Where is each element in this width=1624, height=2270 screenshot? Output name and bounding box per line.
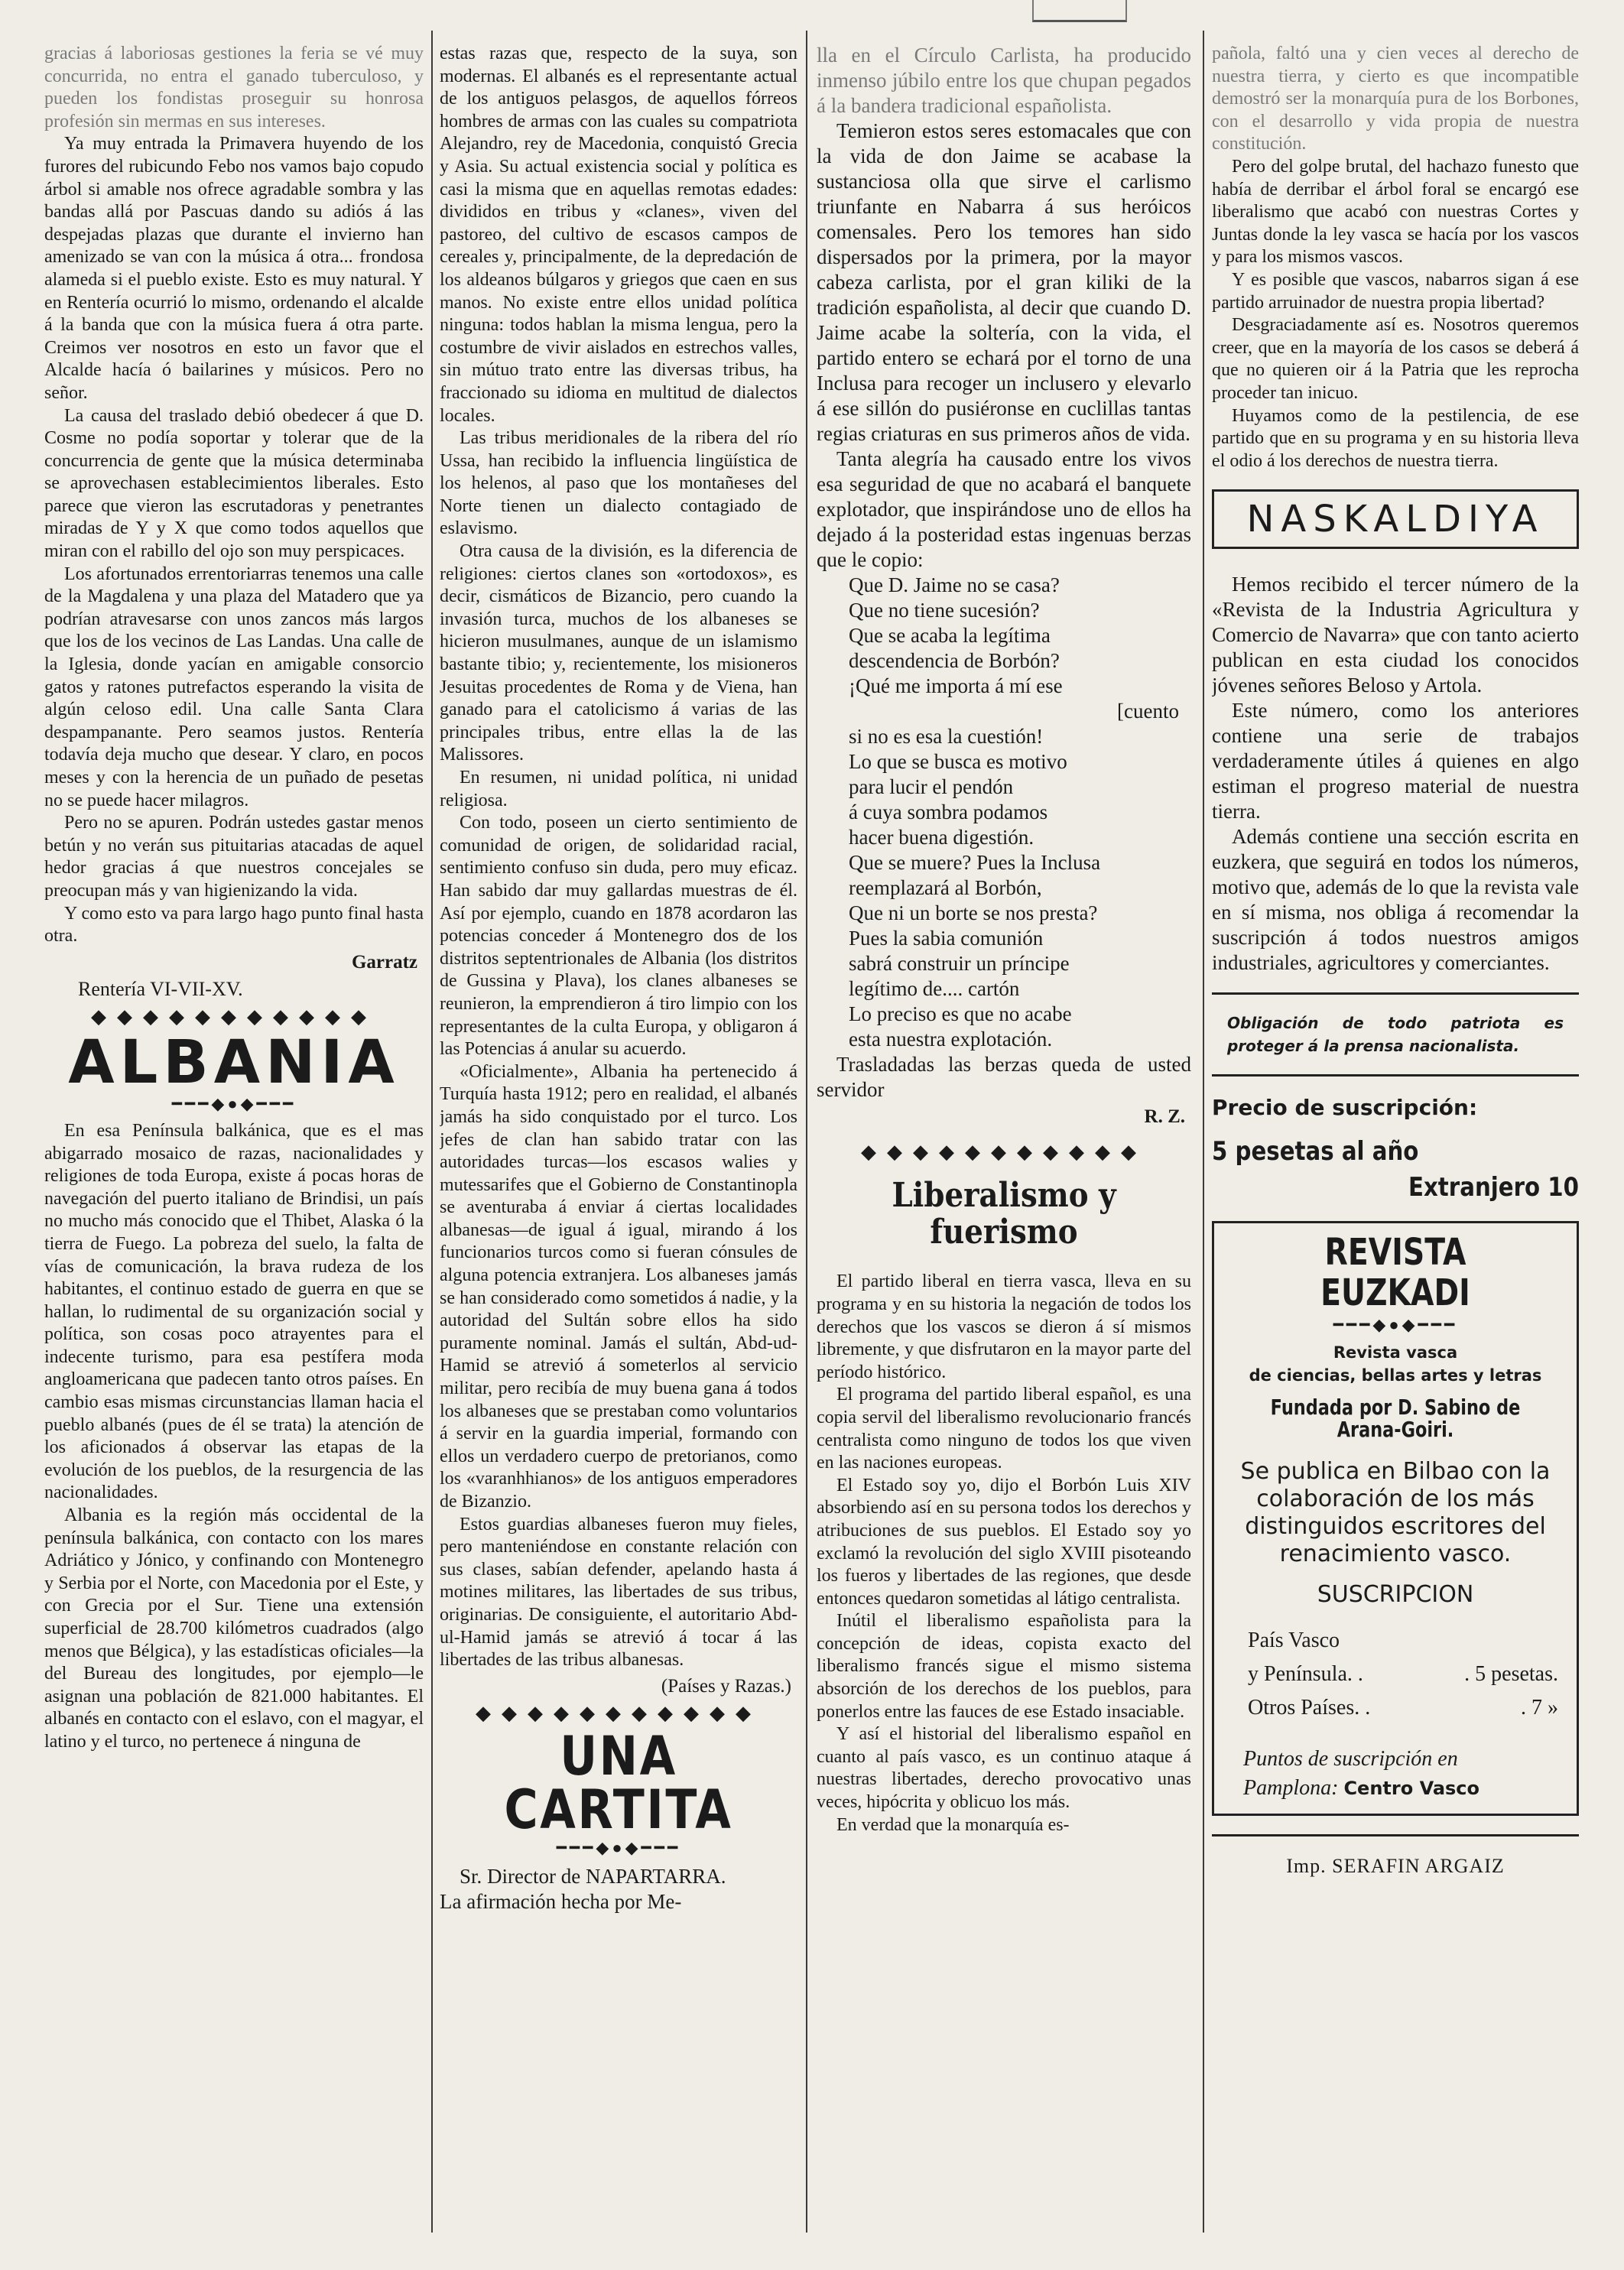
puntos-place: Centro Vasco	[1343, 1778, 1480, 1800]
paragraph: Con todo, poseen un cierto sentimiento de comunidad de origen, de solidaridad racial, sentimiento confuso sin duda, pero muy eficaz. Han sabido dar muy gallardas muestras de él. Así por ejemplo, cuando en 1878 acordaron las potencias conceder á Montenegro dos de los distritos septentrionales de Albania (los distritos de Gussina y Plava), los clanes albaneses se reunieron, la emprendieron á tiro limpio con los representantes de la culta Europa, y obligaron á las Potencias á anular su acuerdo.	[440, 813, 797, 1060]
paragraph: Las tribus meridionales de la ribera del río Ussa, han recibido la influencia lingüística de los helenos, al paso que los montañeses del Norte tienen un dialecto contagiado de eslavismo.	[440, 428, 797, 539]
poem-line: descendencia de Borbón?	[849, 649, 1060, 672]
ornament-divider: ◆◆◆◆◆◆◆◆◆◆◆	[91, 1005, 377, 1028]
ornament-divider: ◆◆◆◆◆◆◆◆◆◆◆	[861, 1140, 1147, 1163]
poem-line: Lo que se busca es motivo	[849, 750, 1067, 773]
poem-line: esta nuestra explotación.	[849, 1028, 1053, 1051]
headline-liberalismo-y-fuerismo: Liberalismo y fuerismo	[892, 1175, 1116, 1252]
signature: R. Z.	[1144, 1106, 1185, 1127]
paragraph: El Estado soy yo, dijo el Borbón Luis XIV absorbiendo así en su persona todos los derechos y atribuciones de sus pueblos. El Estado soy yo exclamó la revolución del siglo XVIII pisoteando los fueros y libertades de las regiones, que desde entonces quedaron sometidas al látigo centralista.	[817, 1475, 1191, 1609]
column-1	[44, 43, 424, 2252]
ornament-divider: ◆◆◆◆◆◆◆◆◆◆◆	[476, 1702, 762, 1725]
suscripcion-label: y Península. .	[1248, 1662, 1363, 1687]
column-rule-3	[1203, 31, 1204, 2233]
poem	[817, 573, 1191, 1052]
paragraph: Hemos recibido el tercer número de la «Revista de la Industria Agricultura y Comercio de Navarra» que con tanto acierto publican en esta ciudad los conocidos jóvenes señores Beloso y Artola.	[1212, 573, 1579, 697]
paragraph: lla en el Círculo Carlista, ha producido inmenso júbilo entre los que chupan pegados á la bandera tradicional españolista.	[817, 44, 1191, 117]
poem-line: reemplazará al Borbón,	[849, 876, 1042, 899]
poem-line: si no es esa la cuestión!	[849, 725, 1044, 748]
suscripcion-label: Otros Países. .	[1248, 1696, 1371, 1720]
suscripcion-row	[1225, 1658, 1566, 1691]
revista-euzkadi-ad	[1212, 1221, 1579, 1816]
puntos-suscripcion-pamplona	[1225, 1774, 1566, 1803]
poem-line: Que se muere? Pues la Inclusa	[849, 851, 1101, 874]
paragraph: Ya muy entrada la Primavera huyendo de los furores del rubicundo Febo nos vamos bajo copudo árbol si amable nos ofrece agradable sombra y las bandas allá por Pascuas dando su adiós á las despejadas plazas que durante el invierno han amenizado se van con la música á otra... frondosa alameda si el pueblo existe. Esto es muy natural. Y en Rentería ocurrió lo mismo, ordenando el alcalde á la banda que con la música fuera á otra parte. Creimos ver nosotros en esto un favor que el Alcalde hacía ó bailarines y músicos. Pero no señor.	[44, 134, 424, 403]
paragraph: pañola, faltó una y cien veces al derecho de nuestra tierra, y cierto es que incompatible demostró ser la monarquía pura de los Borbones, con el desarrollo y vida propia de nuestra constitución.	[1212, 44, 1579, 154]
poem-line: para lucir el pendón	[849, 775, 1014, 798]
paragraph: Además contiene una sección escrita en euzkera, que seguirá en todos los números, motivo que, además de lo que la revista vale en sí misma, nos obliga á recomendar la suscripción á todos nuestros amigos industriales, agricultores y comerciantes.	[1212, 825, 1579, 975]
price-foreign: Extranjero 10	[1408, 1172, 1579, 1203]
paragraph: Desgraciadamente así es. Nosotros queremos creer, que en la mayoría de los casos se deberá á que no quieren oir á la Patria que les reprocha proceder tan inicuo.	[1212, 315, 1579, 403]
paragraph: Y así el historial del liberalismo español en cuanto al país vasco, es un continuo ataque á nuestras libertades, derecho provocativo unas veces, hipócrita y oblicuo los más.	[817, 1724, 1191, 1813]
paragraph: Tanta alegría ha causado entre los vivos esa seguridad de que no acabará el banquete explotador, que inspirándose uno de ellos ha dejado á la posteridad estas ingenuas berzas que le copio:	[817, 447, 1191, 571]
suscripcion-row	[1225, 1691, 1566, 1725]
suscripcion-row	[1225, 1624, 1566, 1658]
poem-line: legítimo de.... cartón	[849, 977, 1020, 1000]
divider	[1212, 1834, 1579, 1836]
poem-line: Que D. Jaime no se casa?	[849, 573, 1060, 596]
paragraph: La afirmación hecha por Me-	[440, 1890, 682, 1914]
paragraph: En resumen, ni unidad política, ni unidad religiosa.	[440, 768, 797, 810]
paragraph: Albania es la región más occidental de la península balkánica, con contacto con los mares Adriático y Jónico, y confinando con Montenegro y Serbia por el Norte, con Macedonia por el Este, y con Grecia por el Sur. Tiene una extensión superficial de 28.700 kilómetros cuadrados (algo menos que Bélgica), y las estadísticas oficiales—la del Bureau des longitudes, por ejemplo—le asignan una población de 821.000 habitantes. El albanés en contacto con el eslavo, con el magyar, el latino y el turco, no pertenece á ninguna de	[44, 1505, 424, 1752]
paragraph: En verdad que la monarquía es-	[836, 1814, 1070, 1835]
poem-line: Que se acaba la legítima	[849, 624, 1051, 647]
poem-line: sabrá construir un príncipe	[849, 952, 1070, 975]
paragraph: La causa del traslado debió obedecer á que D. Cosme no podía soportar y tolerar que de la concurrencia de gente que la música determinaba se aprovechasen establecimientos liberales. Esto parece que vieron las escrutadoras y penetrantes miradas de Y y X que como todos aquellos que miran con el rabillo del ojo son muy perspicaces.	[44, 405, 424, 562]
paragraph: Y es posible que vascos, nabarros sigan á ese partido arruinador de nuestra propia libertad?	[1212, 269, 1579, 313]
puntos-suscripcion: Puntos de suscripción en	[1243, 1747, 1458, 1772]
poem-line: á cuya sombra podamos	[849, 801, 1048, 823]
paragraph: Temieron estos seres estomacales que con la vida de don Jaime se acabase la sustanciosa olla que sirve el carlismo triunfante en Nabarra á sus heróicos comensales. Pero los temores han sido dispersados por la primera, por la mayor cabeza carlista, por el gran kiliki de la tradición españolista, al decir que cuando D. Jaime acabe la soltería, con la vida, el partido entero se echará por el torno de una Inclusa para recoger un inclusero y elevarlo á ese sillón do pusiéronse en cuclillas tantas regias criaturas en sus primeros años de vida.	[817, 119, 1191, 445]
paragraph: Este número, como los anteriores contiene una serie de trabajos verdaderamente útiles á quienes en algo estiman el progreso material de nuestra tierra.	[1212, 699, 1579, 823]
paragraph: Inútil el liberalismo españolista para la concepción de ideas, copista exacto del liberalismo francés sigue el mismo sistema absorción de los derechos de los pueblos, para ponerlos entre las fauces de ese Estado insaciable.	[817, 1611, 1191, 1722]
notice-obligacion: Obligación de todo patriota es proteger á la prensa nacionalista.	[1227, 1014, 1564, 1056]
ornament-divider: ━━━◆●◆━━━	[556, 1838, 681, 1858]
column-3	[817, 43, 1191, 2252]
poem-line: Que ni un borte se nos presta?	[849, 901, 1098, 924]
paragraph: Estos guardias albaneses fueron muy fieles, pero manteniéndose en constante relación con sus clases, sabían defender, apelando hasta á motines militares, las libertades de sus tribus, originarias. De consiguiente, el autoritario Abd-ul-Hamid jamás se atrevió á tocar á las libertades de las tribus albanesas.	[440, 1514, 797, 1671]
ornament-divider: ━━━◆●◆━━━	[1333, 1314, 1458, 1334]
headline-naskaldiya: NASKALDIYA	[1212, 489, 1579, 549]
source-credit: (Países y Razas.)	[661, 1675, 791, 1697]
paragraph: Pero no se apuren. Podrán ustedes gastar menos betún y no verán sus pituitarias atacadas de aquel hedor gracias á que nuestros concejales se preocupan más y van higienizando la vida.	[44, 813, 424, 901]
signature: Garratz	[351, 951, 417, 973]
imprenta: Imp. SERAFIN ARGAIZ	[1286, 1855, 1505, 1878]
column-2	[440, 43, 797, 2252]
revista-title: REVISTA EUZKADI	[1320, 1231, 1470, 1314]
paragraph: Sr. Director de NAPARTARRA.	[460, 1865, 726, 1888]
paragraph: Los afortunados errentoriarras tenemos una calle de la Magdalena y una plaza del Matadero que ya podrían atravesarse con unos zancos más largos que los de los vecinos de Las Landas. Una calle de la Iglesia, donde yacían en amigable consorcio gatos y ratones putrefactos esperando la visita de algún celoso edil. Una calle Santa Clara despampanante. Pero seamos justos. Rentería todavía deja mucho que desear. Y claro, en pocos meses y con la herencia de un puñado de pesetas no se puede hacer milagros.	[44, 563, 424, 810]
paragraph: Otra causa de la división, es la diferencia de religiones: ciertos clanes son «ortodoxos», es decir, cismáticos de Bizancio, pero cuando la invasión turca, muchos de los albaneses se hicieron musulmanes, aunque de un islamismo bastante tibio; y, recientemente, los misioneros Jesuitas procedentes de Roma y de Viena, han ganado para el catolicismo á varias de las principales tribus, entre ellas la de las Malissores.	[440, 541, 797, 765]
headline-albania: ALBANIA	[68, 1028, 400, 1097]
suscripcion-value: . 5 pesetas.	[1464, 1662, 1558, 1687]
poem-line: Lo preciso es que no acabe	[849, 1002, 1072, 1025]
poem-line: Pues la sabia comunión	[849, 927, 1044, 950]
revista-subtitle: de ciencias, bellas artes y letras	[1249, 1366, 1542, 1385]
price-annual: 5 pesetas al año	[1212, 1135, 1419, 1167]
revista-subtitle: Revista vasca	[1333, 1343, 1458, 1362]
revista-founder: Fundada por D. Sabino de Arana-Goiri.	[1270, 1394, 1521, 1443]
revista-description: Se publica en Bilbao con la colaboración de los más distinguidos escritores del renacimiento vasco.	[1240, 1457, 1551, 1567]
suscripcion-value: . 7 »	[1521, 1696, 1558, 1720]
poem-line: ¡Qué me importa á mí ese	[849, 674, 1063, 697]
column-rule-1	[431, 31, 433, 2233]
paragraph: El programa del partido liberal español, es una copia servil del liberalismo revolucionario francés centralista como ninguno de todos los que viven en las naciones europeas.	[817, 1385, 1191, 1473]
paragraph: «Oficialmente», Albania ha pertenecido á Turquía hasta 1912; pero en realidad, el albanés jamás ha sido conquistado por el turco. Los jefes de clan han sabido tratar con las autoridades turcas—los escasos walies y mutessarifes que el Gobierno de Constantinopla se aventuraba á enviar á ciertas localidades albanesas—de igual á igual, mirando á los funcionarios turcos como si fueran cónsules de alguna potencia extranjera. Los albaneses jamás se han considerado como sometidos á nadie, y la autoridad del Sultán sobre ellos ha sido puramente nominal. Jamás el sultán, Abd-ud-Hamid se atrevió á someterlos al servicio militar, pero recibía de muy buena gana á todos los albaneses que se prestaban como voluntarios á servir en la guardia imperial, formando con ellos un verdadero cuerpo de pretorianos, como los «varanhhianos» de los antiguos emperadores de Bizanzio.	[440, 1061, 797, 1512]
paragraph: El partido liberal en tierra vasca, lleva en su programa y en su historia la negación de todos los derechos que los vascos se dieron á sí mismos libremente, y que disfrutaron en la mayor parte del período histórico.	[817, 1271, 1191, 1382]
paragraph: En esa Península balkánica, que es el mas abigarrado mosaico de razas, nacionalidades y religiones de toda Europa, existe á pocas horas de navegación del puerto italiano de Brindisi, un país no mucho más conocido que el Thibet, Alaska ó la tierra de Fuego. La pobreza del suelo, la falta de vías de comunicación, la brava rudeza de los habitantes, el continuo estado de guerra en que se hallan, lo rudimental de su organización social y política, son cosas poco atrayentes para el indecente turismo, para esa pestífera moda angloamericana que padecen tanto otros países. En cambio esas mismas circunstancias llaman hacia el pueblo albanés (pues de él se trata) la atención de los aficionados á observar las etapas de la evolución de los pueblos, de la resurgencia de las nacionalidades.	[44, 1120, 424, 1503]
puntos-city: Pamplona:	[1243, 1776, 1339, 1801]
poem-line: hacer buena digestión.	[849, 826, 1034, 849]
paragraph: Y como esto va para largo hago punto final hasta otra.	[44, 903, 424, 947]
paragraph: gracias á laboriosas gestiones la feria se vé muy concurrida, no entra el ganado tuberculoso, y pueden los fondistas proseguir su honrosa profesión sin mermas en sus intereses.	[44, 44, 424, 132]
divider	[1212, 992, 1579, 995]
ornament-divider: ━━━◆●◆━━━	[171, 1093, 297, 1113]
revista-suscripcion-title: SUSCRIPCION	[1317, 1580, 1474, 1608]
paragraph: estas razas que, respecto de la suya, son modernas. El albanés es el representante actual de los antiguos pelasgos, de aquellos fórreos hombres de armas con las cuales su compatriota Alejandro, rey de Macedonia, conquistó Grecia y Asia. Su actual existencia social y política es casi la misma que en aquellas remotas edades: divididos en tribus y «clanes», viven del pastoreo, del cultivo de escasos campos de cereales y, principalmente, de la depredación de los aldeanos búlgaros y griegos que caen en sus manos. No existe entre ellos unidad política ninguna: todos hablan la misma lengua, pero la costumbre de vivir aislados en estrechos valles, sin mútuo trato entre las diversas tribus, ha fraccionado su idioma en multitud de dialectos locales.	[440, 44, 797, 426]
column-4	[1212, 43, 1579, 2252]
price-title: Precio de suscripción:	[1212, 1095, 1478, 1121]
column-rule-2	[806, 31, 807, 2233]
poem-line: [cuento	[1117, 700, 1179, 723]
page-top-mark	[1032, 0, 1127, 22]
dateline: Rentería VI-VII-XV.	[78, 978, 243, 1001]
paragraph: Pero del golpe brutal, del hachazo funesto que había de derribar el árbol foral se encargó ese liberalismo que acabó con nuestras Cortes y Juntas donde la ley vasca se hacía por los vascos y para los mismos vascos.	[1212, 156, 1579, 268]
paragraph: Huyamos como de la pestilencia, de ese partido que en su programa y en su historia lleva el odio á los derechos de nuestra tierra.	[1212, 405, 1579, 471]
suscripcion-label: País Vasco	[1248, 1629, 1340, 1653]
divider	[1212, 1074, 1579, 1077]
paragraph: Trasladadas las berzas queda de usted servidor	[817, 1053, 1191, 1101]
headline-una-cartita: UNA CARTITA	[504, 1725, 733, 1842]
poem-line: Que no tiene sucesión?	[849, 599, 1040, 622]
